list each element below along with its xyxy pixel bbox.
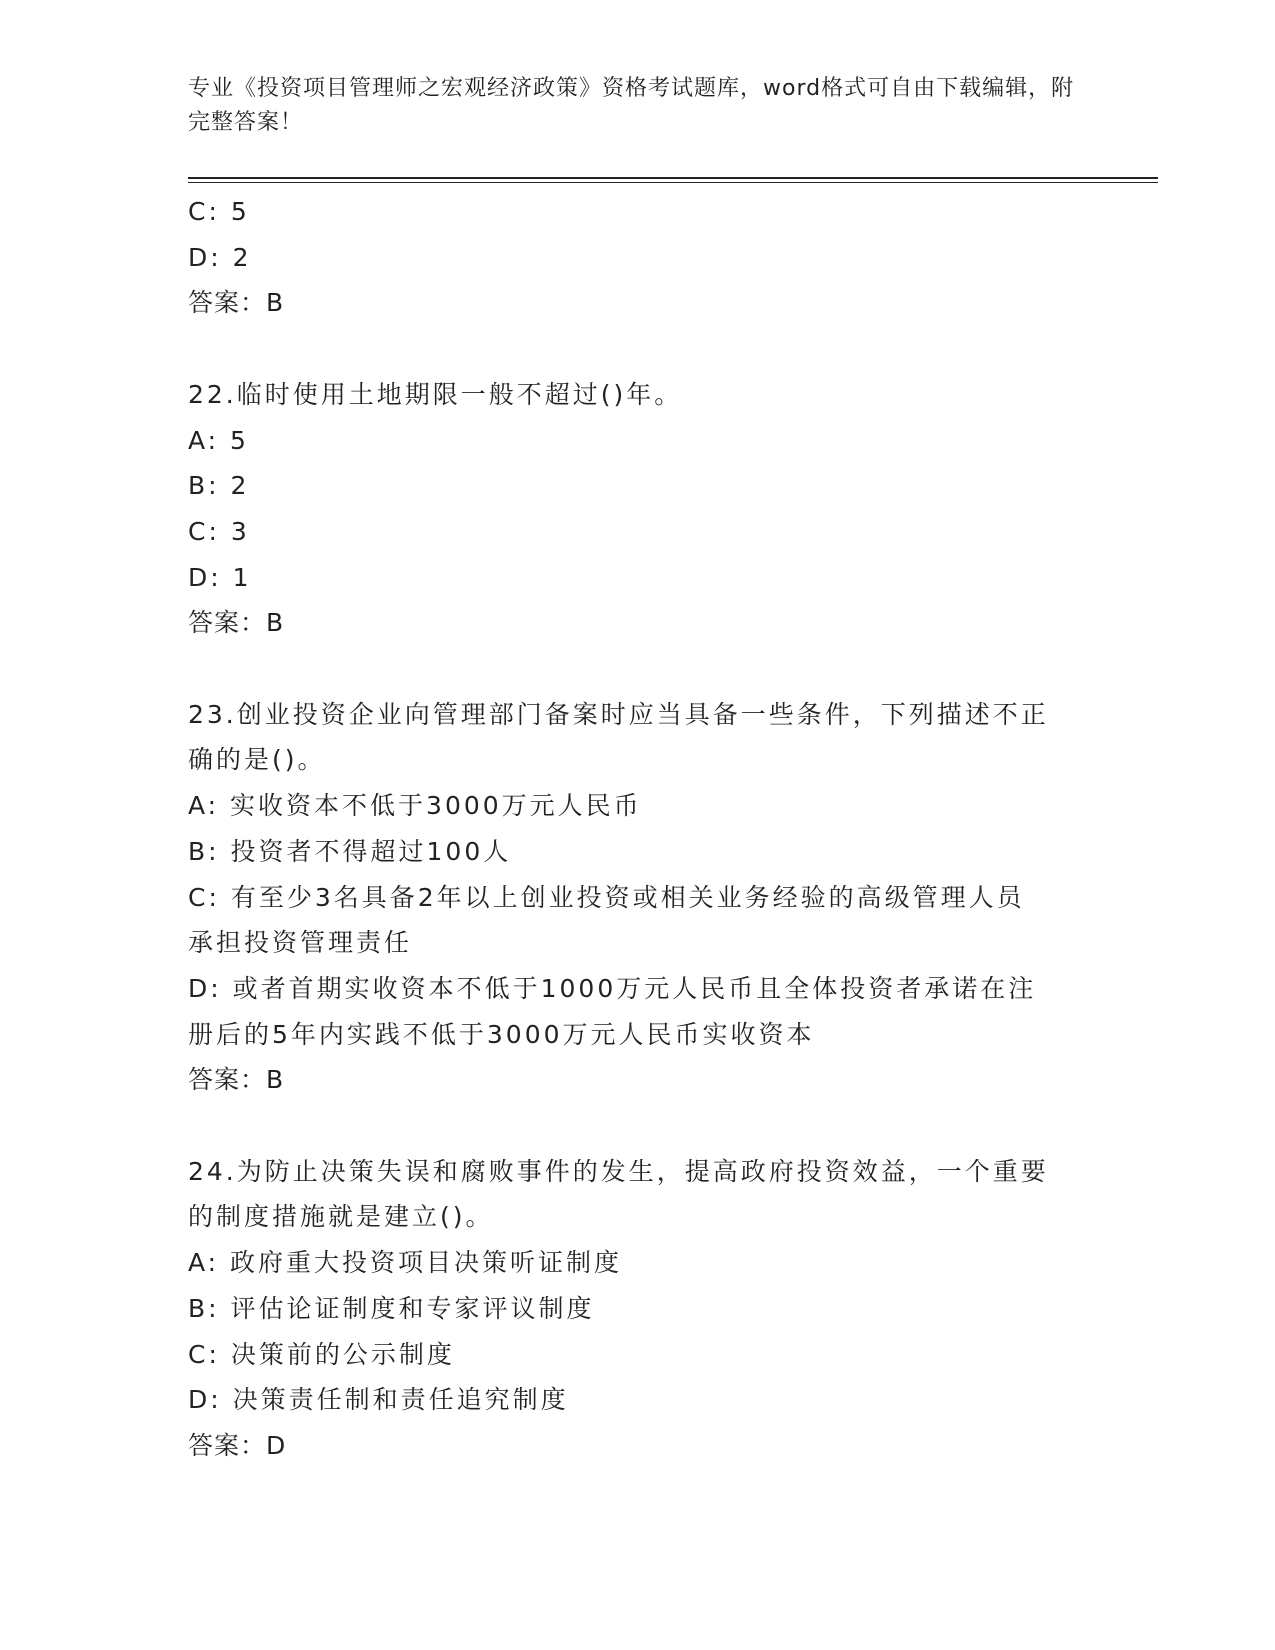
- option-b: B: 2: [188, 471, 250, 501]
- answer: 答案：B: [188, 608, 285, 638]
- option-d-cont: 册后的5年内实践不低于3000万元人民币实收资本: [188, 1019, 815, 1049]
- option-c: C: 5: [188, 197, 250, 226]
- spacer: [188, 1103, 1088, 1149]
- spacer: [188, 326, 1088, 372]
- question-23: [188, 692, 1088, 1103]
- question-text: 23.创业投资企业向管理部门备案时应当具备一些条件，下列描述不正: [188, 699, 1049, 729]
- question-text-cont: 的制度措施就是建立()。: [188, 1202, 494, 1232]
- answer: 答案：D: [188, 1430, 287, 1460]
- option-b: B: 投资者不得超过100人: [188, 836, 512, 866]
- answer: 答案：B: [188, 288, 285, 318]
- header-rule-thin: [188, 182, 1158, 183]
- option-a: A: 政府重大投资项目决策听证制度: [188, 1248, 623, 1278]
- option-c: C: 决策前的公示制度: [188, 1339, 455, 1369]
- option-c: C: 有至少3名具备2年以上创业投资或相关业务经验的高级管理人员: [188, 882, 1025, 912]
- option-d: D: 或者首期实收资本不低于1000万元人民币且全体投资者承诺在注: [188, 973, 1037, 1003]
- option-a: A: 实收资本不低于3000万元人民币: [188, 791, 642, 821]
- option-b: B: 评估论证制度和专家评议制度: [188, 1293, 595, 1323]
- page-header: 专业《投资项目管理师之宏观经济政策》资格考试题库，word格式可自由下载编辑，附完整答案！: [188, 76, 1075, 135]
- question-text: 22.临时使用土地期限一般不超过()年。: [188, 379, 683, 409]
- answer: 答案：B: [188, 1065, 285, 1095]
- option-c-cont: 承担投资管理责任: [188, 928, 413, 958]
- header-rule-thick: [188, 177, 1158, 179]
- option-d: D: 2: [188, 242, 252, 272]
- prev-question: [188, 189, 1088, 326]
- question-text-cont: 确的是()。: [188, 745, 326, 775]
- option-d: D: 1: [188, 562, 252, 592]
- question-22: [188, 372, 1088, 646]
- question-list: [188, 189, 1088, 1469]
- option-a: A: 5: [188, 425, 249, 455]
- spacer: [188, 646, 1088, 692]
- option-c: C: 3: [188, 516, 250, 546]
- question-24: [188, 1149, 1088, 1469]
- option-d: D: 决策责任制和责任追究制度: [188, 1385, 569, 1415]
- question-text: 24.为防止决策失误和腐败事件的发生，提高政府投资效益，一个重要: [188, 1156, 1049, 1186]
